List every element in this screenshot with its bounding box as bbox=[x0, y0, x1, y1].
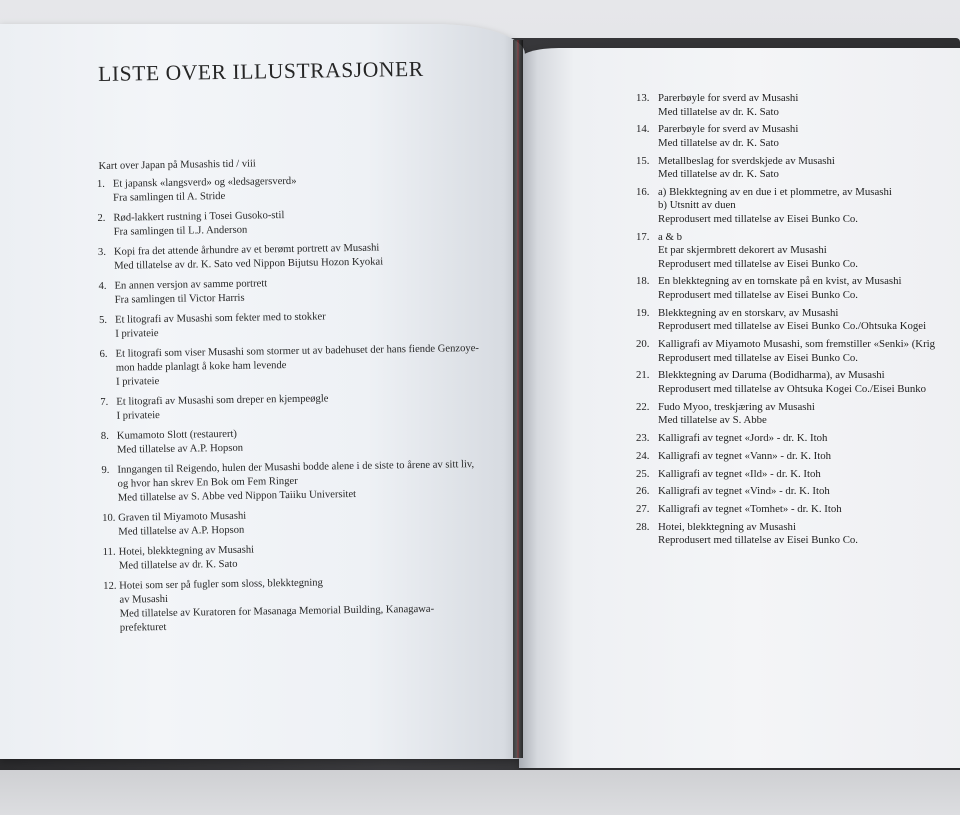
item-line: Et litografi av Musashi som fekter med to stokker bbox=[114, 311, 326, 326]
item-line: Kalligrafi av tegnet «Tomhet» - dr. K. Itoh bbox=[658, 503, 842, 516]
item-number: 1. bbox=[96, 178, 105, 190]
item-line: Reprodusert med tillatelse av Ohtsuka Kogei Co./Eisei Bunko bbox=[658, 382, 927, 395]
list-item bbox=[636, 485, 960, 499]
item-line: Reprodusert med tillatelse av Eisei Bunko Co. bbox=[658, 351, 859, 364]
item-number: 25. bbox=[636, 467, 650, 480]
item-line: Med tillatelse av S. Abbe bbox=[658, 414, 767, 427]
list-item bbox=[636, 275, 960, 302]
item-number: 15. bbox=[636, 154, 650, 167]
item-body bbox=[658, 485, 830, 499]
item-line: Med tillatelse av dr. K. Sato bbox=[118, 558, 238, 572]
list-item bbox=[98, 239, 523, 274]
item-body bbox=[114, 239, 523, 273]
item-line: Med tillatelse av dr. K. Sato ved Nippon Bijutsu Hozon Kyokai bbox=[114, 256, 384, 272]
item-line: Parerbøyle for sverd av Musashi bbox=[658, 92, 799, 104]
item-body bbox=[113, 171, 522, 205]
item-line: Reprodusert med tillatelse av Eisei Bunko Co. bbox=[658, 257, 859, 270]
item-line: Reprodusert med tillatelse av Eisei Bunko Co. bbox=[658, 534, 859, 547]
illustration-list-right bbox=[636, 92, 960, 548]
item-number: 17. bbox=[636, 230, 650, 243]
item-line: Kalligrafi av tegnet «Jord» - dr. K. Itoh bbox=[658, 431, 828, 444]
item-line: Med tillatelse av dr. K. Sato bbox=[658, 105, 779, 118]
item-number: 3. bbox=[97, 246, 107, 258]
list-item bbox=[636, 503, 960, 517]
item-number: 23. bbox=[636, 431, 650, 444]
item-line: Blekktegning av en storskarv, av Musashi bbox=[658, 306, 839, 319]
item-line: En annen versjon av samme portrett bbox=[114, 278, 268, 292]
list-item bbox=[636, 432, 960, 446]
item-body bbox=[658, 503, 842, 517]
item-line: mon hadde planlagt å koke ham levende bbox=[115, 360, 287, 374]
item-body bbox=[658, 369, 926, 396]
map-reference-line: Kart over Japan på Musashis tid / viii bbox=[98, 158, 256, 172]
item-line: Metallbeslag for sverdskjede av Musashi bbox=[658, 154, 835, 167]
item-number: 10. bbox=[102, 512, 116, 524]
item-line: Inngangen til Reigendo, hulen der Musashi bodde alene i de siste to årene av sitt liv, bbox=[117, 459, 475, 476]
item-number: 9. bbox=[101, 464, 110, 476]
item-line: Blekktegning av Daruma (Bodidharma), av Musashi bbox=[658, 369, 885, 382]
item-number: 27. bbox=[636, 503, 650, 516]
list-item bbox=[101, 423, 526, 458]
item-body bbox=[115, 341, 525, 389]
list-item bbox=[636, 401, 960, 428]
item-line: I privateie bbox=[116, 410, 160, 422]
item-number: 21. bbox=[636, 369, 650, 382]
item-line: Hotei som ser på fugler som sloss, blekktegning bbox=[119, 577, 323, 592]
item-body bbox=[658, 450, 831, 464]
item-line: Med tillatelse av A.P. Hopson bbox=[118, 524, 245, 538]
item-number: 20. bbox=[636, 338, 650, 351]
item-body bbox=[113, 205, 522, 239]
item-number: 4. bbox=[98, 280, 107, 292]
item-number: 2. bbox=[97, 212, 106, 224]
item-body bbox=[119, 539, 528, 573]
illustration-list-left bbox=[97, 171, 529, 636]
item-number: 22. bbox=[636, 400, 650, 413]
item-body bbox=[658, 401, 815, 428]
item-number: 18. bbox=[636, 275, 650, 288]
item-line: Kumamoto Slott (restaurert) bbox=[116, 428, 237, 442]
item-line: og hvor han skrev En Bok om Fem Ringer bbox=[117, 475, 298, 490]
item-line: Reprodusert med tillatelse av Eisei Bunko Co. bbox=[658, 212, 859, 225]
item-line: Kopi fra det attende århundre av et berømt portrett av Musashi bbox=[113, 242, 380, 258]
item-number: 26. bbox=[636, 485, 650, 498]
list-item bbox=[102, 505, 527, 540]
list-item bbox=[636, 450, 960, 464]
list-item bbox=[100, 389, 525, 424]
item-line: Fudo Myoo, treskjæring av Musashi bbox=[658, 400, 815, 413]
list-item bbox=[103, 573, 529, 636]
item-line: Graven til Miyamoto Musashi bbox=[118, 510, 247, 524]
list-item bbox=[99, 307, 524, 342]
item-line: Med tillatelse av S. Abbe ved Nippon Taiiku Universitet bbox=[117, 488, 357, 504]
item-line: Med tillatelse av dr. K. Sato bbox=[658, 136, 779, 149]
item-line: Kalligrafi av tegnet «Vind» - dr. K. Itoh bbox=[658, 485, 830, 498]
item-line: Kalligrafi av tegnet «Ild» - dr. K. Itoh bbox=[658, 467, 821, 480]
list-item bbox=[97, 205, 522, 240]
item-line: Kalligrafi av Miyamoto Musashi, som fremstiller «Senki» (Krig bbox=[658, 338, 936, 351]
item-line: av Musashi bbox=[119, 593, 169, 606]
item-body bbox=[658, 521, 858, 548]
list-item bbox=[636, 186, 960, 227]
list-item bbox=[97, 171, 522, 206]
item-line: b) Utsnitt av duen bbox=[658, 199, 736, 212]
list-item bbox=[636, 468, 960, 482]
list-item bbox=[101, 457, 527, 506]
item-line: En blekktegning av en tornskate på en kvist, av Musashi bbox=[658, 275, 902, 288]
item-body bbox=[117, 423, 526, 457]
left-page-text bbox=[95, 55, 529, 636]
list-item bbox=[636, 92, 960, 119]
item-body bbox=[658, 468, 821, 482]
item-line: Hotei, blekktegning av Musashi bbox=[658, 520, 796, 533]
item-line: Reprodusert med tillatelse av Eisei Bunko Co./Ohtsuka Kogei bbox=[658, 320, 927, 333]
item-number: 8. bbox=[100, 430, 109, 442]
item-number: 11. bbox=[102, 546, 116, 558]
item-line: a & b bbox=[658, 230, 682, 243]
item-body bbox=[658, 155, 835, 182]
item-number: 5. bbox=[98, 314, 108, 326]
list-item bbox=[636, 231, 960, 272]
table-surface bbox=[0, 770, 960, 815]
item-body bbox=[116, 389, 525, 423]
item-body bbox=[658, 231, 858, 272]
item-line: Reprodusert med tillatelse av Eisei Bunko Co. bbox=[658, 288, 859, 301]
item-number: 13. bbox=[636, 92, 650, 104]
item-number: 6. bbox=[99, 348, 108, 360]
item-body bbox=[658, 432, 827, 446]
item-body bbox=[658, 275, 901, 302]
item-line: Et japansk «langsverd» og «ledsagersverd» bbox=[112, 175, 297, 190]
item-body bbox=[118, 505, 527, 539]
list-item bbox=[636, 155, 960, 182]
item-line: prefekturet bbox=[119, 621, 167, 634]
item-body bbox=[119, 573, 529, 635]
list-item bbox=[99, 341, 525, 390]
list-item bbox=[636, 307, 960, 334]
item-line: I privateie bbox=[115, 376, 160, 388]
item-line: Et litografi som viser Musashi som stormer ut av badehuset der hans fiende Genzoye- bbox=[115, 343, 479, 360]
item-body bbox=[658, 123, 798, 150]
item-line: Et litografi av Musashi som dreper en kjempeøgle bbox=[116, 393, 329, 408]
item-number: 16. bbox=[636, 185, 650, 198]
item-line: Hotei, blekktegning av Musashi bbox=[118, 544, 255, 558]
item-line: Fra samlingen til A. Stride bbox=[113, 190, 226, 204]
item-number: 12. bbox=[103, 580, 117, 592]
right-page-text bbox=[636, 92, 960, 552]
item-line: Med tillatelse av dr. K. Sato bbox=[658, 168, 779, 181]
item-body bbox=[658, 92, 798, 119]
item-line: Med tillatelse av A.P. Hopson bbox=[117, 442, 244, 456]
list-item bbox=[98, 273, 523, 308]
item-body bbox=[115, 307, 524, 341]
item-line: Kalligrafi av tegnet «Vann» - dr. K. Itoh bbox=[658, 449, 832, 462]
item-number: 7. bbox=[100, 396, 109, 408]
item-body bbox=[658, 186, 892, 227]
item-body bbox=[658, 338, 935, 365]
list-item bbox=[636, 369, 960, 396]
item-line: Med tillatelse av Kuratoren for Masanaga Memorial Building, Kanagawa- bbox=[119, 603, 435, 620]
item-number: 24. bbox=[636, 449, 650, 462]
item-line: I privateie bbox=[115, 328, 159, 340]
page-title: LISTE OVER ILLUSTRASJONER bbox=[97, 56, 424, 86]
item-number: 14. bbox=[636, 123, 650, 136]
item-number: 19. bbox=[636, 306, 650, 319]
item-line: Fra samlingen til L.J. Anderson bbox=[113, 224, 248, 238]
item-number: 28. bbox=[636, 520, 650, 533]
item-line: Fra samlingen til Victor Harris bbox=[114, 292, 245, 306]
list-item bbox=[636, 521, 960, 548]
item-body bbox=[117, 457, 527, 505]
item-line: a) Blekktegning av en due i et plommetre, av Musashi bbox=[658, 185, 892, 198]
item-line: Et par skjermbrett dekorert av Musashi bbox=[658, 244, 827, 257]
list-item bbox=[103, 539, 528, 574]
list-item bbox=[636, 338, 960, 365]
item-line: Parerbøyle for sverd av Musashi bbox=[658, 123, 799, 136]
item-body bbox=[114, 273, 523, 307]
list-item bbox=[636, 123, 960, 150]
item-line: Rød-lakkert rustning i Tosei Gusoko-stil bbox=[113, 210, 285, 224]
item-body bbox=[658, 307, 926, 334]
